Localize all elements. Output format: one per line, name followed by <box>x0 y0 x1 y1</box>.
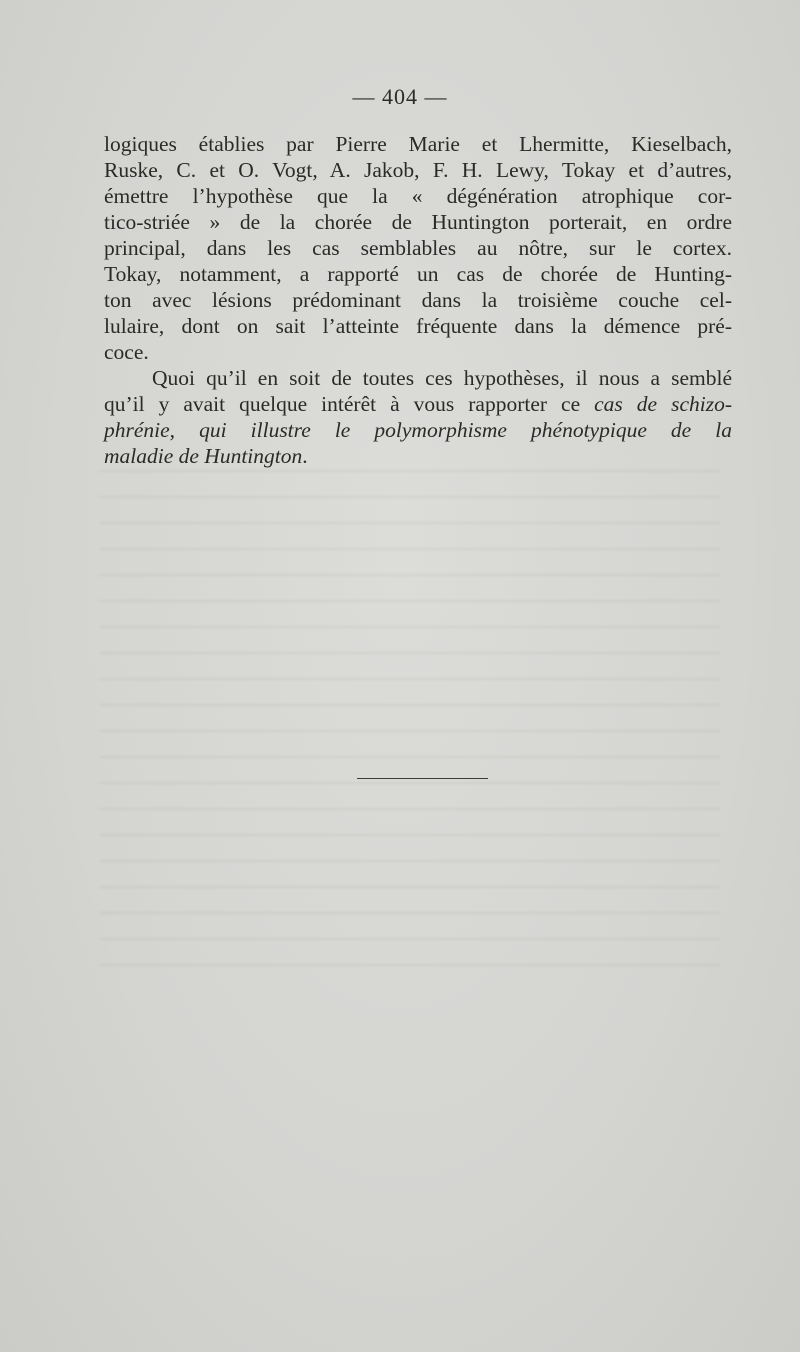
italic-run: maladie de Huntington <box>104 444 303 468</box>
italic-run: phrénie, qui illustre le polymorphisme phénotypique de la <box>104 418 732 442</box>
text-line: lulaire, dont on sait l’atteinte fréquente dans la démence pré- <box>104 314 732 338</box>
bleed-through-texture <box>100 470 720 990</box>
text-line: émettre l’hypothèse que la « dégénération atrophique cor- <box>104 184 732 208</box>
text-line: Ruske, C. et O. Vogt, A. Jakob, F. H. Lewy, Tokay et d’autres, <box>104 158 732 182</box>
page-number: — 404 — <box>352 84 448 109</box>
text-run: . <box>302 444 308 468</box>
text-line <box>104 417 732 443</box>
text-line: ton avec lésions prédominant dans la troisième couche cel- <box>104 288 732 312</box>
text-line: logiques établies par Pierre Marie et Lhermitte, Kieselbach, <box>104 132 732 156</box>
section-divider-rule <box>357 778 488 779</box>
paragraph-1 <box>104 131 732 365</box>
text-line: tico-striée » de la chorée de Huntington porterait, en ordre <box>104 210 732 234</box>
body-text <box>104 131 732 469</box>
text-line: Tokay, notamment, a rapporté un cas de chorée de Hunting- <box>104 262 732 286</box>
text-line: principal, dans les cas semblables au nôtre, sur le cortex. <box>104 236 732 260</box>
text-line: Quoi qu’il en soit de toutes ces hypothèses, il nous a semblé <box>152 366 732 390</box>
text-run: qu’il y avait quelque intérêt à vous rapporter ce <box>104 392 595 416</box>
text-line: coce. <box>104 340 149 364</box>
paragraph-2 <box>104 365 732 469</box>
italic-run: cas de schizo- <box>594 392 732 416</box>
text-line <box>104 443 732 469</box>
text-line <box>104 391 732 417</box>
